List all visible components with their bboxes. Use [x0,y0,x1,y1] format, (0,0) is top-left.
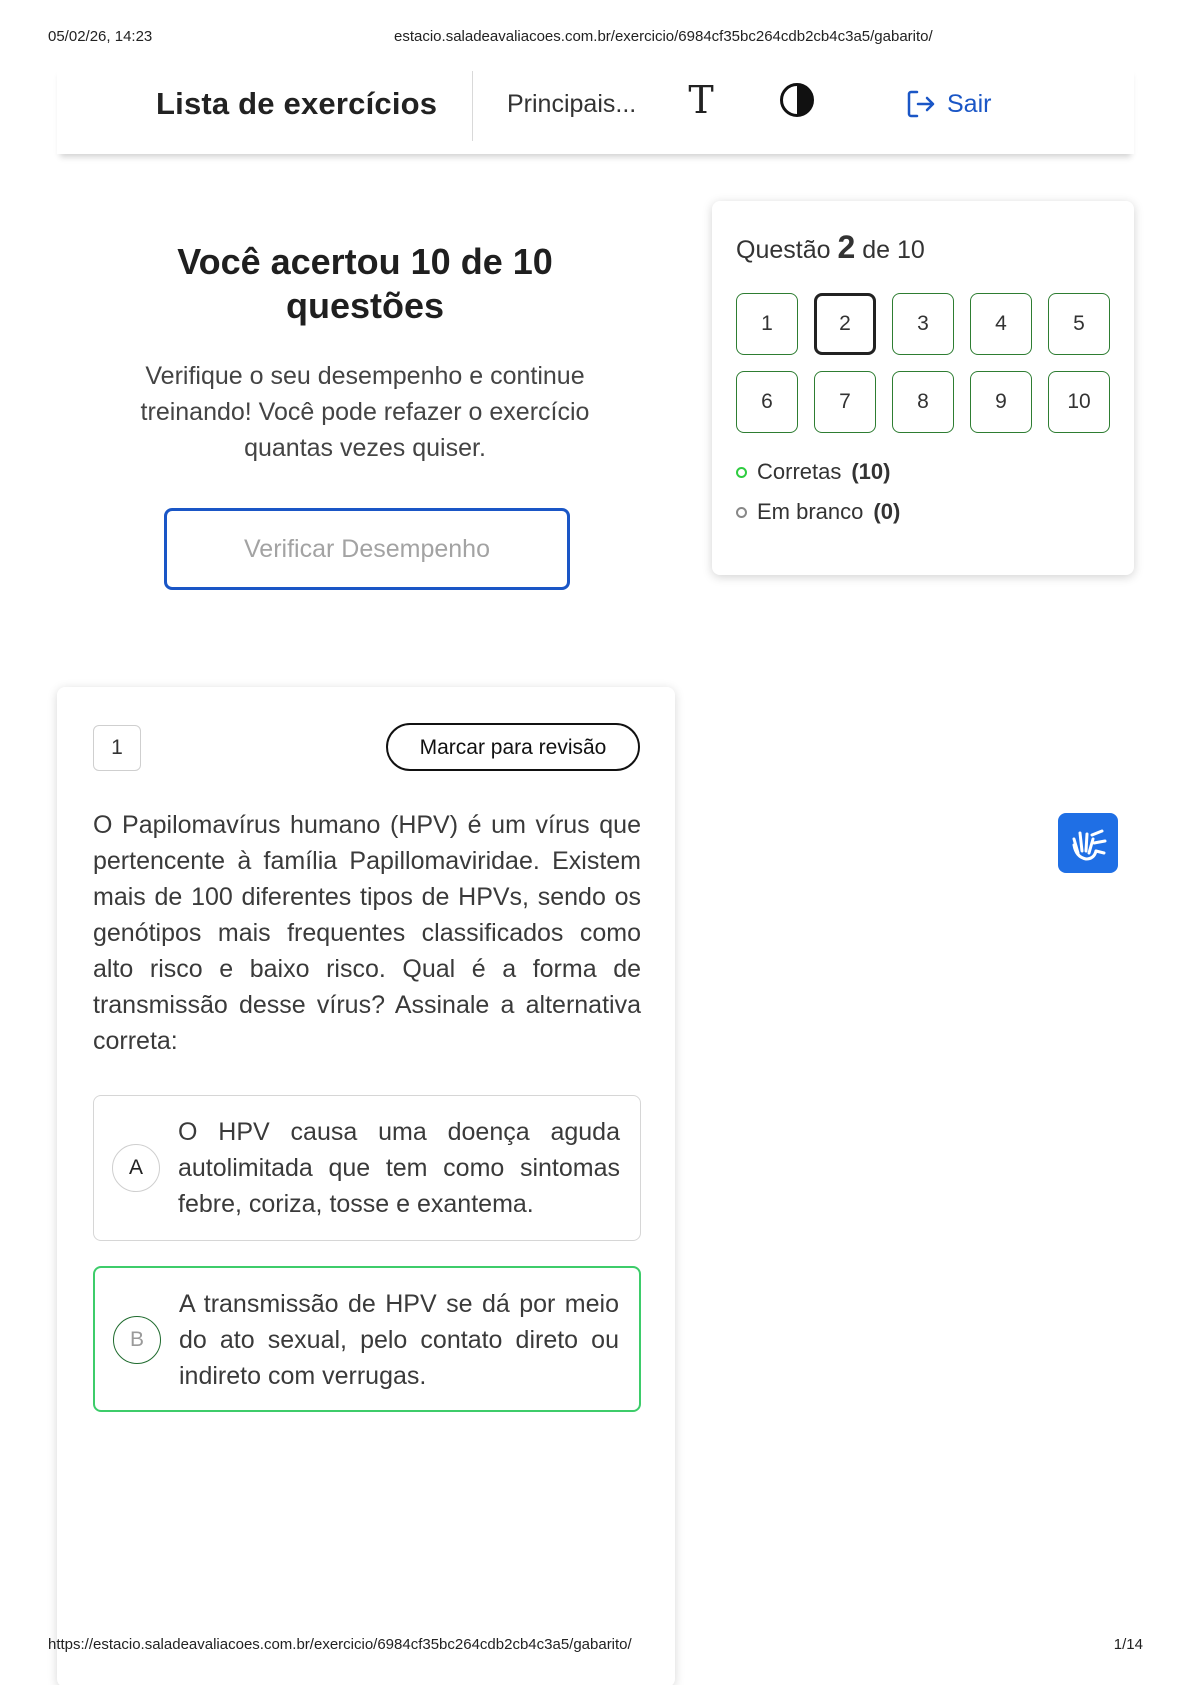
question-counter-prefix: Questão [736,236,831,264]
contrast-icon[interactable] [779,82,815,118]
question-button-2[interactable]: 2 [814,293,876,355]
option-b-text: A transmissão de HPV se dá por meio do ato sexual, pelo contato direto ou indireto com verrugas. [179,1290,619,1390]
print-header [48,28,1143,48]
option-b[interactable] [93,1266,641,1412]
question-counter-suffix: de 10 [862,236,925,264]
question-grid [736,293,1112,433]
result-description: Verifique o seu desempenho e continue treinando! Você pode refazer o exercício quantas vezes quiser. [140,362,590,462]
print-footer [48,1636,1143,1656]
result-summary [110,240,620,466]
logout-icon [905,88,937,120]
verify-performance-button[interactable]: Verificar Desempenho [164,508,570,590]
question-counter [736,229,925,266]
mark-for-review-button[interactable]: Marcar para revisão [386,723,640,771]
legend-correct [736,459,890,485]
logout-label: Sair [947,89,992,118]
logout-button[interactable] [905,84,991,124]
legend-blank-label: Em branco [757,499,864,524]
print-date: 05/02/26, 14:23 [48,28,153,45]
print-page-number: 1/14 [1113,1636,1143,1653]
print-url: estacio.saladeavaliacoes.com.br/exercicio/6984cf35bc264cdb2cb4c3a5/gabarito/ [394,28,933,45]
question-text: O Papilomavírus humano (HPV) é um vírus que pertencente à família Papillomaviridae. Existem mais de 100 diferentes tipos de HPVs, sendo os genótipos mais frequentes classificados como alto risco e baixo risco. Qual é a forma de transmissão desse vírus? Assinale a alternativa correta: [93,811,641,1055]
option-b-letter: B [113,1316,161,1364]
question-number: 1 [93,725,141,771]
question-button-7[interactable]: 7 [814,371,876,433]
question-button-4[interactable]: 4 [970,293,1032,355]
option-a-text: O HPV causa uma doença aguda autolimitada que tem como sintomas febre, coriza, tosse e exantema. [178,1118,620,1218]
question-button-5[interactable]: 5 [1048,293,1110,355]
top-navigation-bar [57,66,1134,154]
main-menu-link[interactable]: Principais... [507,90,637,118]
print-footer-url: https://estacio.saladeavaliacoes.com.br/exercicio/6984cf35bc264cdb2cb4c3a5/gabarito/ [48,1636,632,1653]
question-button-6[interactable]: 6 [736,371,798,433]
question-button-8[interactable]: 8 [892,371,954,433]
question-button-3[interactable]: 3 [892,293,954,355]
legend-correct-label: Corretas [757,459,842,484]
legend-correct-count: (10) [851,459,891,484]
question-navigator [712,201,1134,575]
sign-language-icon[interactable] [1058,813,1118,873]
option-a-letter: A [112,1144,160,1192]
result-title: Você acertou 10 de 10 questões [177,241,553,326]
correct-dot-icon [736,467,747,478]
question-card [57,687,675,1685]
option-a[interactable] [93,1095,641,1241]
blank-dot-icon [736,507,747,518]
legend-blank-count: (0) [873,499,901,524]
question-button-1[interactable]: 1 [736,293,798,355]
question-counter-current: 2 [837,229,856,265]
font-size-icon[interactable]: T [688,78,714,122]
legend-blank [736,499,900,525]
header-divider [472,71,473,141]
question-button-9[interactable]: 9 [970,371,1032,433]
question-button-10[interactable]: 10 [1048,371,1110,433]
page-title: Lista de exercícios [156,86,438,121]
